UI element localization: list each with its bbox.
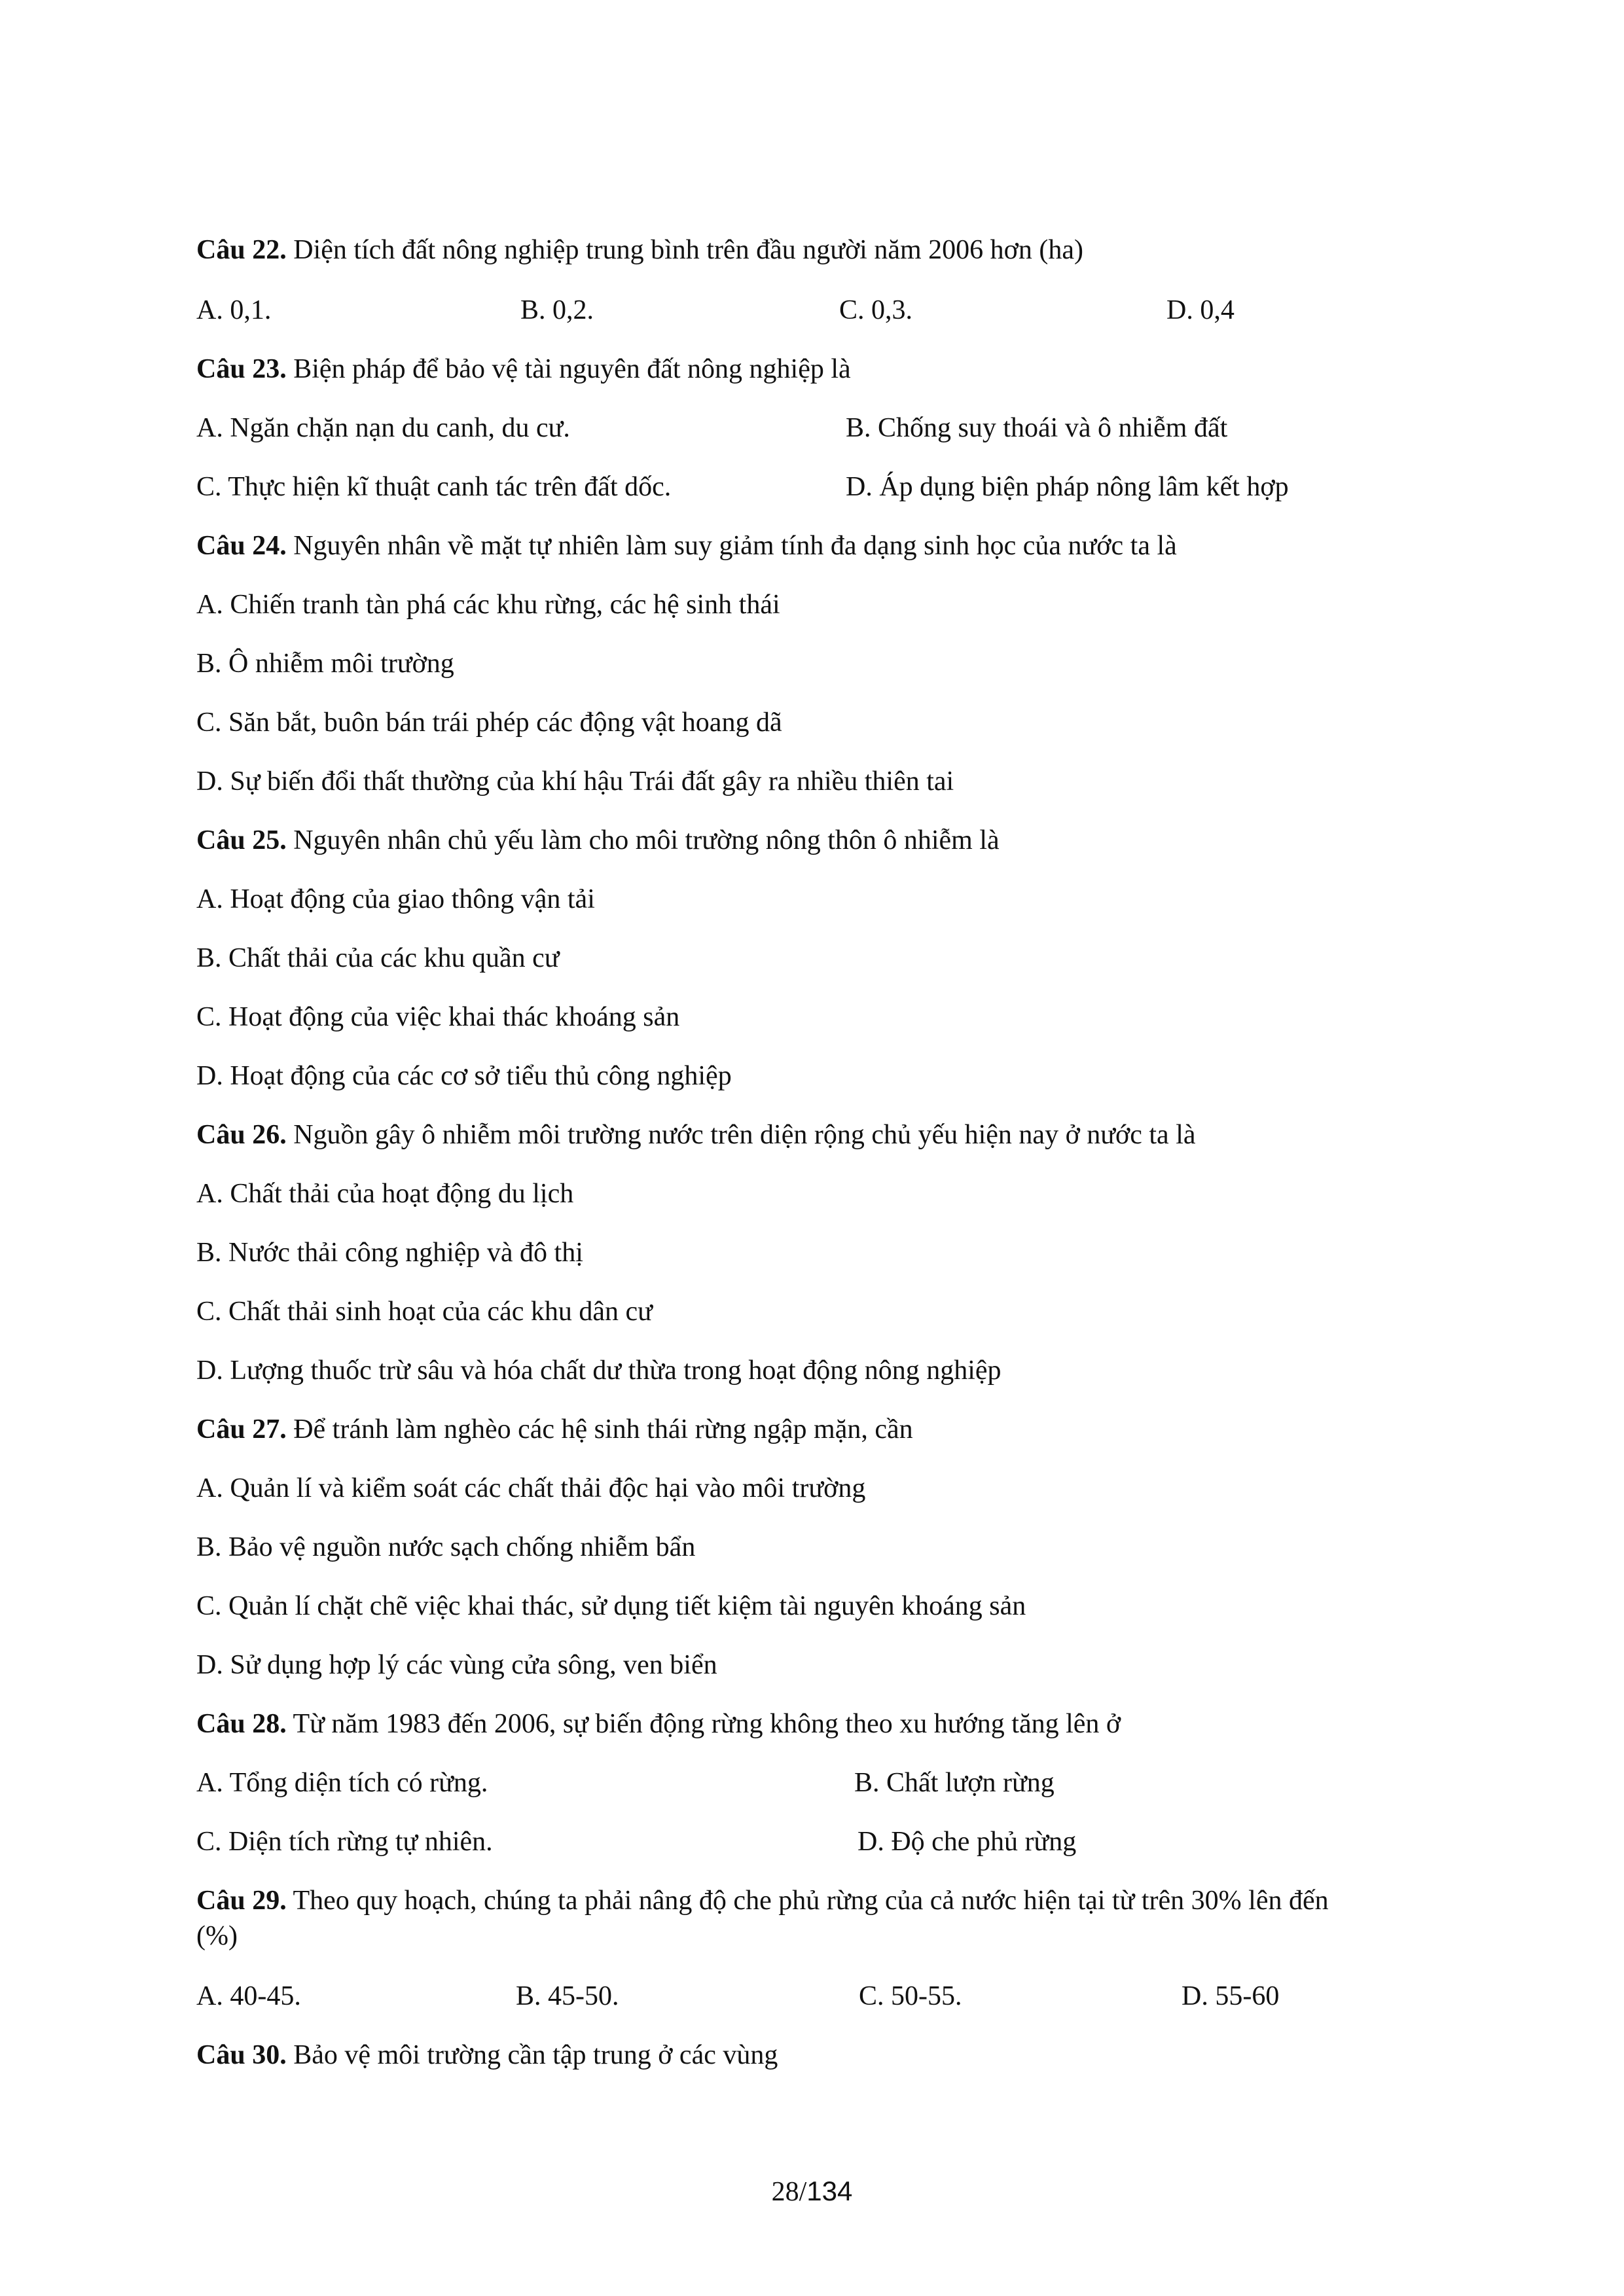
question-26: Câu 26. Nguồn gây ô nhiễm môi trường nước trên diện rộng chủ yếu hiện nay ở nước ta là bbox=[196, 1120, 1196, 1150]
option-22a: A. 0,1. bbox=[196, 295, 272, 325]
option-27b: B. Bảo vệ nguồn nước sạch chống nhiễm bẩn bbox=[196, 1532, 696, 1562]
option-24a: A. Chiến tranh tàn phá các khu rừng, các hệ sinh thái bbox=[196, 590, 780, 620]
option-26b: B. Nước thải công nghiệp và đô thị bbox=[196, 1238, 583, 1268]
option-25d: D. Hoạt động của các cơ sở tiểu thủ công nghiệp bbox=[196, 1061, 732, 1091]
question-23: Câu 23. Biện pháp để bảo vệ tài nguyên đất nông nghiệp là bbox=[196, 354, 851, 384]
option-23d: D. Áp dụng biện pháp nông lâm kết hợp bbox=[846, 472, 1289, 502]
page-number: 28/134 bbox=[771, 2176, 853, 2207]
option-28d: D. Độ che phủ rừng bbox=[857, 1827, 1077, 1857]
option-24c: C. Săn bắt, buôn bán trái phép các động vật hoang dã bbox=[196, 708, 782, 738]
option-29b: B. 45-50. bbox=[516, 1981, 619, 2011]
option-29d: D. 55-60 bbox=[1182, 1981, 1280, 2011]
question-28: Câu 28. Từ năm 1983 đến 2006, sự biến động rừng không theo xu hướng tăng lên ở bbox=[196, 1709, 1121, 1739]
option-24d: D. Sự biến đổi thất thường của khí hậu Trái đất gây ra nhiều thiên tai bbox=[196, 766, 954, 797]
option-27a: A. Quản lí và kiểm soát các chất thải độc hại vào môi trường bbox=[196, 1473, 866, 1503]
option-22d: D. 0,4 bbox=[1166, 295, 1235, 325]
option-23c: C. Thực hiện kĩ thuật canh tác trên đất dốc. bbox=[196, 472, 672, 502]
option-22c: C. 0,3. bbox=[839, 295, 913, 325]
question-24: Câu 24. Nguyên nhân về mặt tự nhiên làm suy giảm tính đa dạng sinh học của nước ta là bbox=[196, 531, 1177, 561]
option-29c: C. 50-55. bbox=[859, 1981, 962, 2011]
option-24b: B. Ô nhiễm môi trường bbox=[196, 649, 454, 679]
option-25b: B. Chất thải của các khu quần cư bbox=[196, 943, 560, 973]
option-25c: C. Hoạt động của việc khai thác khoáng sản bbox=[196, 1002, 680, 1032]
option-26d: D. Lượng thuốc trừ sâu và hóa chất dư thừa trong hoạt động nông nghiệp bbox=[196, 1355, 1001, 1386]
option-27d: D. Sử dụng hợp lý các vùng cửa sông, ven biển bbox=[196, 1650, 717, 1680]
option-28b: B. Chất lượn rừng bbox=[854, 1768, 1055, 1798]
option-23b: B. Chống suy thoái và ô nhiễm đất bbox=[846, 413, 1228, 443]
option-27c: C. Quản lí chặt chẽ việc khai thác, sử dụng tiết kiệm tài nguyên khoáng sản bbox=[196, 1591, 1026, 1621]
option-23a: A. Ngăn chặn nạn du canh, du cư. bbox=[196, 413, 570, 443]
question-30: Câu 30. Bảo vệ môi trường cần tập trung ở các vùng bbox=[196, 2040, 778, 2070]
option-28c: C. Diện tích rừng tự nhiên. bbox=[196, 1827, 493, 1857]
option-26a: A. Chất thải của hoạt động du lịch bbox=[196, 1179, 574, 1209]
question-22: Câu 22. Diện tích đất nông nghiệp trung bình trên đầu người năm 2006 hơn (ha) bbox=[196, 235, 1083, 265]
question-29: Câu 29. Theo quy hoạch, chúng ta phải nâng độ che phủ rừng của cả nước hiện tại từ trên 30% lên đến bbox=[196, 1886, 1329, 1916]
question-27: Câu 27. Để tránh làm nghèo các hệ sinh thái rừng ngập mặn, cần bbox=[196, 1414, 913, 1444]
option-29a: A. 40-45. bbox=[196, 1981, 301, 2011]
option-22b: B. 0,2. bbox=[520, 295, 594, 325]
option-26c: C. Chất thải sinh hoạt của các khu dân cư bbox=[196, 1297, 653, 1327]
option-28a: A. Tổng diện tích có rừng. bbox=[196, 1768, 488, 1798]
question-29-continuation: (%) bbox=[196, 1921, 238, 1951]
question-25: Câu 25. Nguyên nhân chủ yếu làm cho môi trường nông thôn ô nhiễm là bbox=[196, 825, 1000, 855]
option-25a: A. Hoạt động của giao thông vận tải bbox=[196, 884, 595, 914]
